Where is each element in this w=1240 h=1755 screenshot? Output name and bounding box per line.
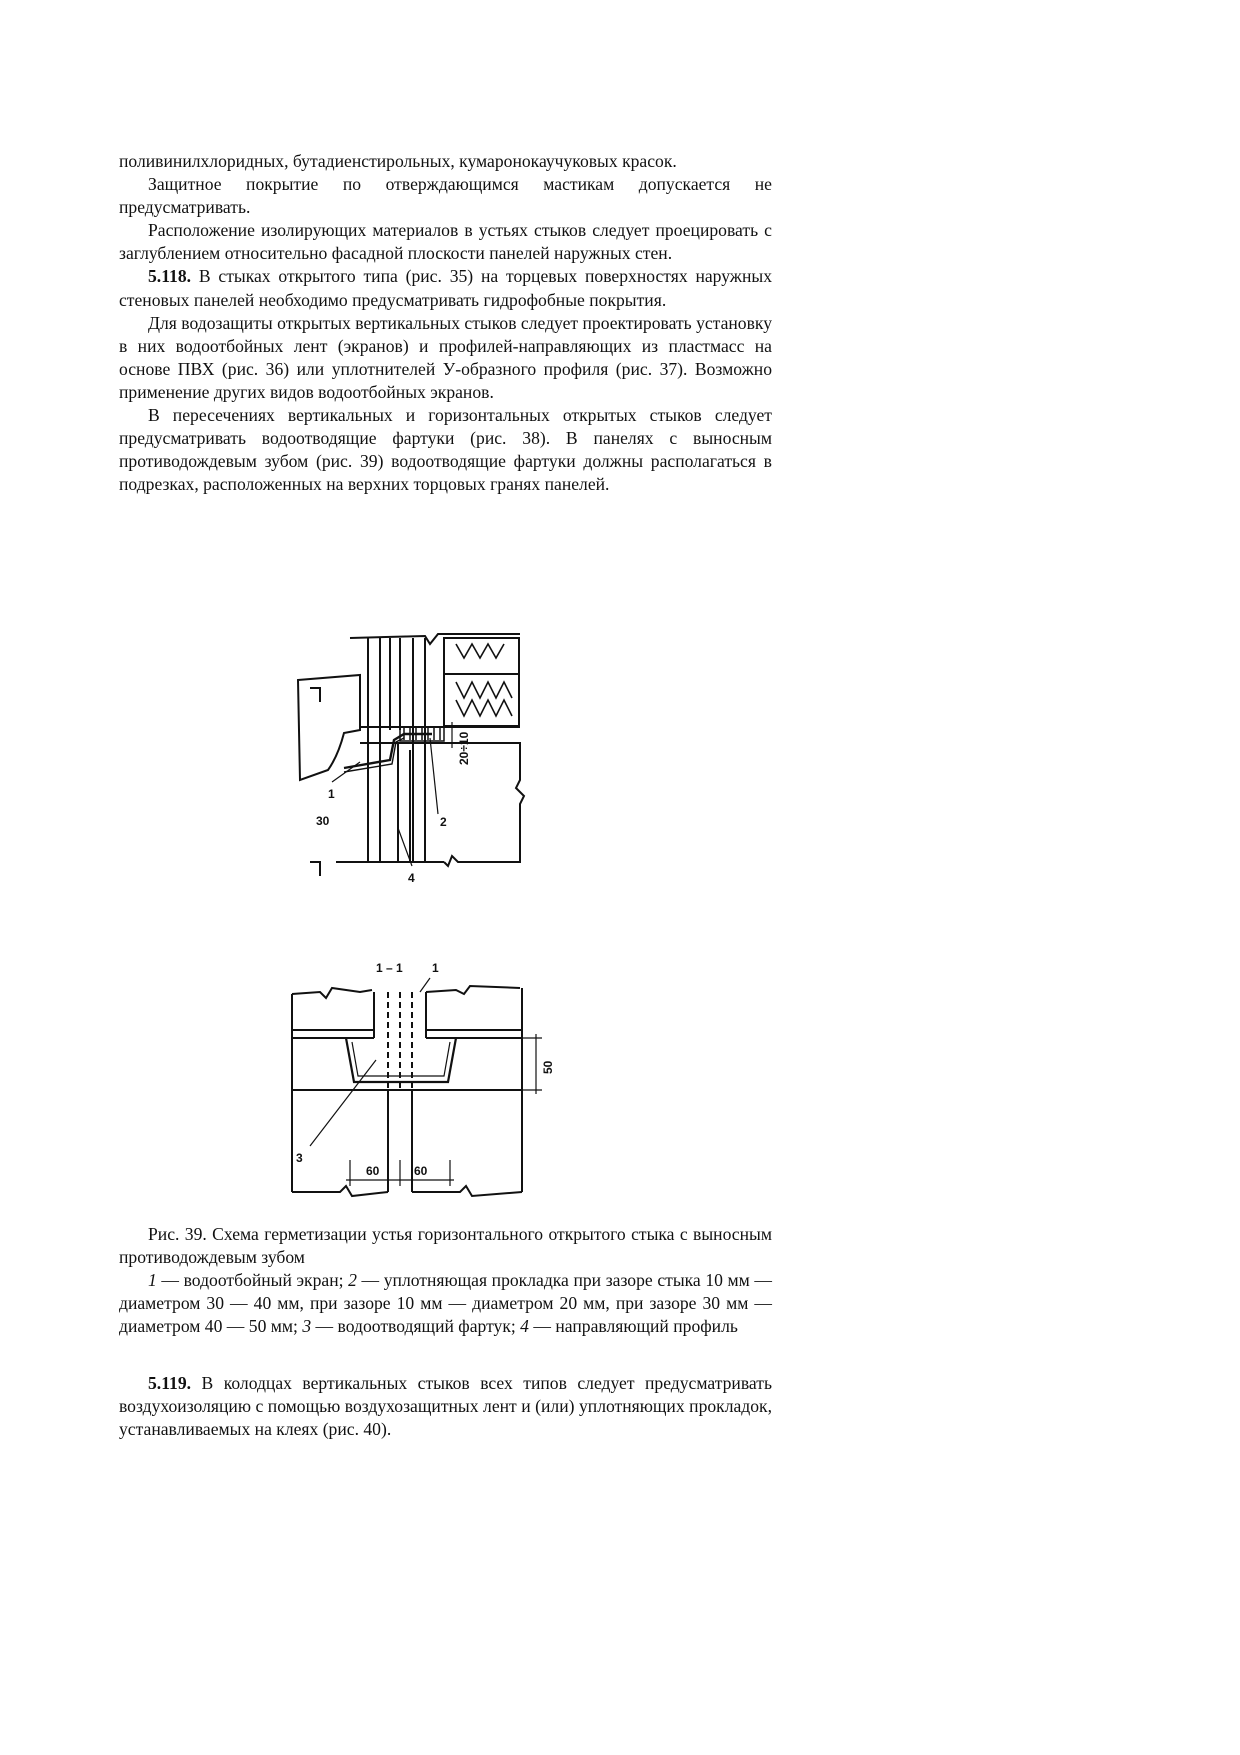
figure-caption <box>119 1223 772 1338</box>
label-gap: 20÷10 <box>457 731 471 765</box>
label-3: 3 <box>296 1151 303 1165</box>
caption-title: Рис. 39. Схема герметизации устья горизонтального открытого стыка с выносным противодождевым зубом <box>119 1224 772 1268</box>
insulation-hatch <box>456 644 504 658</box>
label-2: 2 <box>440 815 447 829</box>
paragraph: В пересечениях вертикальных и горизонтальных открытых стыков следует предусматривать водоотводящие фартуки (рис. 38). В панелях с выносным противодождевым зубом (рис. 39) водоотводящие фартуки должны располагаться в подрезках, расположенных на верхних торцовых гранях панелей. <box>119 405 772 495</box>
dim-60-left: 60 <box>366 1164 380 1178</box>
panel-tooth <box>298 675 360 780</box>
body-text <box>119 150 772 496</box>
paragraph-5-118: 5.118. В стыках открытого типа (рис. 35) на торцевых поверхностях наружных стеновых панелей необходимо предусматривать гидрофобные покрытия. <box>119 266 772 310</box>
paragraph-5-119: 5.119. В колодцах вертикальных стыков всех типов следует предусматривать воздухоизоляцию с помощью воздухозащитных лент и (или) уплотняющих прокладок, устанавливаемых на клеях (рис. 40). <box>119 1373 772 1440</box>
upper-section <box>298 634 524 885</box>
paragraph: поливинилхлоридных, бутадиенстирольных, кумаронокаучуковых красок. <box>119 151 677 171</box>
label-30: 30 <box>316 814 330 828</box>
dim-60-right: 60 <box>414 1164 428 1178</box>
clause-number: 5.118. <box>148 266 192 287</box>
paragraph: Для водозащиты открытых вертикальных стыков следует проектировать установку в них водоотбойных лент (экранов) и профилей-направляющих из пластмасс на основе ПВХ (рис. 36) или уплотнителей У-образного профиля (рис. 37). Возможно применение других видов водоотбойных экранов. <box>119 312 772 402</box>
dim-50: 50 <box>541 1060 555 1074</box>
clause-number: 5.119. <box>148 1373 192 1393</box>
figure-39-drawing <box>280 630 610 1200</box>
lower-section-1-1 <box>292 961 555 1196</box>
apron <box>344 734 432 768</box>
section-title: 1 – 1 <box>376 961 403 975</box>
label-4: 4 <box>408 871 415 885</box>
paragraph: Расположение изолирующих материалов в устьях стыков следует проецировать с заглублением относительно фасадной плоскости панелей наружных стен. <box>119 220 772 264</box>
label-1-section: 1 <box>432 961 439 975</box>
caption-legend: 1 — водоотбойный экран; 2 — уплотняющая прокладка при зазоре стыка 10 мм — диаметром 30 — 40 мм, при зазоре 10 мм — диаметром 20 мм, при зазоре 30 мм — диаметром 40 — 50 мм; 3 — водоотводящий фартук; 4 — направляющий профиль <box>119 1270 772 1337</box>
paragraph: Защитное покрытие по отверждающимся мастикам допускается не предусматривать. <box>119 174 772 218</box>
label-1: 1 <box>328 787 335 801</box>
